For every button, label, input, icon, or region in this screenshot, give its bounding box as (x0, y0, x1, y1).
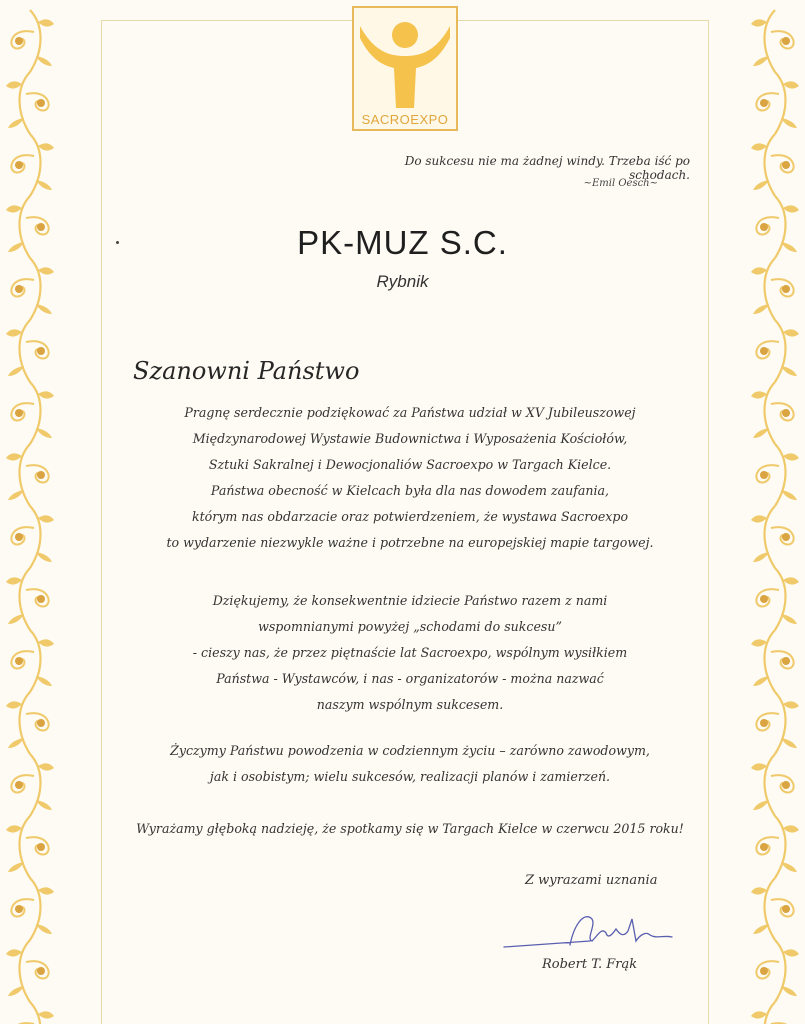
closing-phrase: Z wyrazami uznania (525, 873, 658, 888)
ornament-scroll-unit (751, 10, 794, 72)
paragraph-line: to wydarzenie niezwykle ważne i potrzebne na europejskiej mapie targowej. (166, 535, 654, 550)
ornament-scroll-unit (751, 878, 794, 940)
ornament-scroll-unit (11, 878, 54, 940)
paragraph-hope (120, 816, 700, 842)
handwritten-signature (500, 905, 680, 955)
ornament-scroll-unit (6, 692, 49, 754)
logo-text: SACROEXPO (361, 112, 449, 127)
motto-quote: Do sukcesu nie ma żadnej windy. Trzeba iść po schodach. (404, 154, 690, 182)
paragraph-line: - cieszy nas, że przez piętnaście lat Sacroexpo, wspólnym wysiłkiem (192, 645, 628, 660)
ornament-scroll-unit (11, 506, 54, 568)
ornament-scroll-unit (756, 72, 799, 134)
ornament-scroll-unit (6, 568, 49, 630)
ornament-scroll-unit (751, 630, 794, 692)
ornament-scroll-unit (11, 630, 54, 692)
paragraph-line: którym nas obdarzacie oraz potwierdzeniem, że wystawa Sacroexpo (191, 509, 629, 524)
paragraph-line: Pragnę serdecznie podziękować za Państwa udział w XV Jubileuszowej (184, 405, 636, 420)
ornament-scroll-unit (6, 72, 49, 134)
paragraph-line: wspomnianymi powyżej „schodami do sukcesu” (258, 619, 562, 634)
paragraph-line: naszym wspólnym sukcesem. (316, 697, 504, 712)
ornament-scroll-unit (756, 568, 799, 630)
ornament-scroll-unit (11, 10, 54, 72)
paragraph-success (120, 588, 700, 718)
ornament-scroll-unit (6, 816, 49, 878)
salutation: Szanowni Państwo (133, 357, 360, 385)
paragraph-line: Sztuki Sakralnej i Dewocjonaliów Sacroexpo w Targach Kielce. (208, 457, 612, 472)
ornament-scroll-unit (6, 444, 49, 506)
ornament-scroll-unit (751, 1002, 794, 1024)
ornament-scroll-unit (11, 1002, 54, 1024)
ornament-scroll-unit (751, 382, 794, 444)
ornament-scroll-unit (11, 754, 54, 816)
paragraph-thanks (120, 400, 700, 556)
right-ornament-border (745, 0, 805, 1024)
recipient-city: Rybnik (376, 272, 429, 291)
ornament-scroll-unit (756, 444, 799, 506)
sacroexpo-logo (352, 6, 458, 131)
ornament-scroll-unit (6, 940, 49, 1002)
ornament-scroll-unit (756, 692, 799, 754)
paragraph-line: jak i osobistym; wielu sukcesów, realizacji planów i zamierzeń. (209, 769, 611, 784)
paragraph-line: Państwa obecność w Kielcach była dla nas dowodem zaufania, (210, 483, 610, 498)
paragraph-line: Międzynarodowej Wystawie Budownictwa i Wyposażenia Kościołów, (192, 431, 628, 446)
ornament-scroll-unit (751, 506, 794, 568)
ornament-scroll-unit (756, 320, 799, 382)
paragraph-line: Życzymy Państwu powodzenia w codziennym życiu – zarówno zawodowym, (170, 743, 650, 758)
ornament-scroll-unit (751, 754, 794, 816)
paragraph-line: Wyrażamy głęboką nadzieję, że spotkamy się w Targach Kielce w czerwcu 2015 roku! (136, 821, 684, 836)
signer-name: Robert T. Frąk (542, 957, 638, 972)
ornament-scroll-unit (751, 134, 794, 196)
paragraph-line: Dziękujemy, że konsekwentnie idziecie Państwo razem z nami (212, 593, 608, 608)
ornament-scroll-unit (756, 816, 799, 878)
paragraph-wishes (120, 738, 700, 790)
ornament-scroll-unit (11, 382, 54, 444)
ornament-scroll-unit (6, 320, 49, 382)
ornament-scroll-unit (11, 134, 54, 196)
left-ornament-border (0, 0, 60, 1024)
motto-author: ~Emil Oesch~ (583, 178, 658, 189)
logo-figure-icon (354, 8, 456, 129)
paragraph-line: Państwa - Wystawców, i nas - organizatorów - można nazwać (216, 671, 604, 686)
ornament-scroll-unit (756, 940, 799, 1002)
recipient-name: PK-MUZ S.C. (297, 224, 508, 261)
